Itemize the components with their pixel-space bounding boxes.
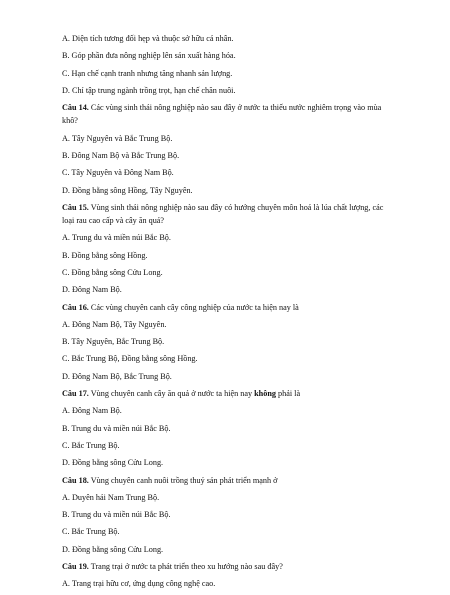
answer-option: D. Đồng bằng sông Cửu Long. — [62, 458, 164, 468]
answer-option: C. Bắc Trung Bộ. — [62, 527, 120, 537]
answer-option: C. Hạn chế cạnh tranh nhưng tăng nhanh sản lượng. — [62, 68, 233, 78]
question-text-after: phải là — [275, 389, 301, 399]
question-line — [62, 301, 392, 314]
question-number: Câu 17. — [62, 389, 89, 399]
document-page — [62, 32, 392, 595]
question-text: Các vùng sinh thái nông nghiệp nào sau đây ở nước ta thiếu nước nghiêm trọng vào mùa khô? — [62, 103, 382, 126]
question-number: Câu 18. — [62, 475, 89, 485]
answer-option: C. Bắc Trung Bộ, Đồng bằng sông Hồng. — [62, 354, 198, 364]
question-line — [62, 387, 392, 400]
answer-option: A. Đông Nam Bộ, Tây Nguyên. — [62, 319, 167, 329]
answer-option: C. Bắc Trung Bộ. — [62, 440, 120, 450]
answer-option: C. Tây Nguyên và Đông Nam Bộ. — [62, 168, 174, 178]
question-line — [62, 201, 392, 227]
question-number: Câu 16. — [62, 302, 89, 312]
question-emphasis: không — [254, 389, 276, 399]
question-text: Các vùng chuyên canh cây công nghiệp của nước ta hiện nay là — [88, 302, 299, 312]
answer-option: B. Tây Nguyên, Bắc Trung Bộ. — [62, 337, 165, 347]
question-text: Vùng sinh thái nông nghiệp nào sau đây có hướng chuyên môn hoá là lúa chất lượng, các loại rau cao cấp và cây ăn quả? — [62, 202, 384, 226]
answer-option: A. Diện tích tương đối hẹp và thuộc sở hữu cá nhân. — [62, 34, 234, 43]
question-text: Vùng chuyên canh cây ăn quả ở nước ta hiện nay — [88, 389, 255, 399]
answer-option: D. Đông Nam Bộ. — [62, 285, 122, 295]
question-text: Trang trại ở nước ta phát triển theo xu hướng nào sau đây? — [88, 562, 283, 572]
answer-option: D. Đồng bằng sông Hồng, Tây Nguyên. — [62, 185, 193, 195]
answer-option: B. Đồng bằng sông Hồng. — [62, 250, 148, 260]
answer-option: B. Trung du và miền núi Bắc Bộ. — [62, 423, 171, 433]
question-line — [62, 474, 392, 487]
question-number: Câu 19. — [62, 562, 89, 572]
question-number: Câu 14. — [62, 103, 89, 113]
answer-option: B. Góp phần đưa nông nghiệp lên sản xuất hàng hóa. — [62, 51, 236, 61]
question-number: Câu 15. — [62, 202, 89, 212]
answer-option: A. Trung du và miền núi Bắc Bộ. — [62, 233, 171, 243]
answer-option: A. Duyên hải Nam Trung Bộ. — [62, 492, 160, 502]
question-line — [62, 101, 392, 127]
answer-option: A. Tây Nguyên và Bắc Trung Bộ. — [62, 133, 173, 143]
answer-option: A. Trang trại hữu cơ, ứng dụng công nghệ cao. — [62, 579, 216, 589]
question-text: Vùng chuyên canh nuôi trồng thuỷ sản phát triển mạnh ở — [88, 475, 278, 485]
answer-option: A. Đông Nam Bộ. — [62, 406, 122, 416]
answer-option: D. Đông Nam Bộ, Bắc Trung Bộ. — [62, 371, 172, 381]
question-line — [62, 560, 392, 573]
answer-option: C. Đồng bằng sông Cửu Long. — [62, 267, 163, 277]
answer-option: B. Đông Nam Bộ và Bắc Trung Bộ. — [62, 150, 180, 160]
answer-option: D. Chỉ tập trung ngành trồng trọt, hạn chế chăn nuôi. — [62, 85, 236, 95]
answer-option: B. Trung du và miền núi Bắc Bộ. — [62, 510, 171, 520]
answer-option: D. Đồng bằng sông Cửu Long. — [62, 544, 164, 554]
